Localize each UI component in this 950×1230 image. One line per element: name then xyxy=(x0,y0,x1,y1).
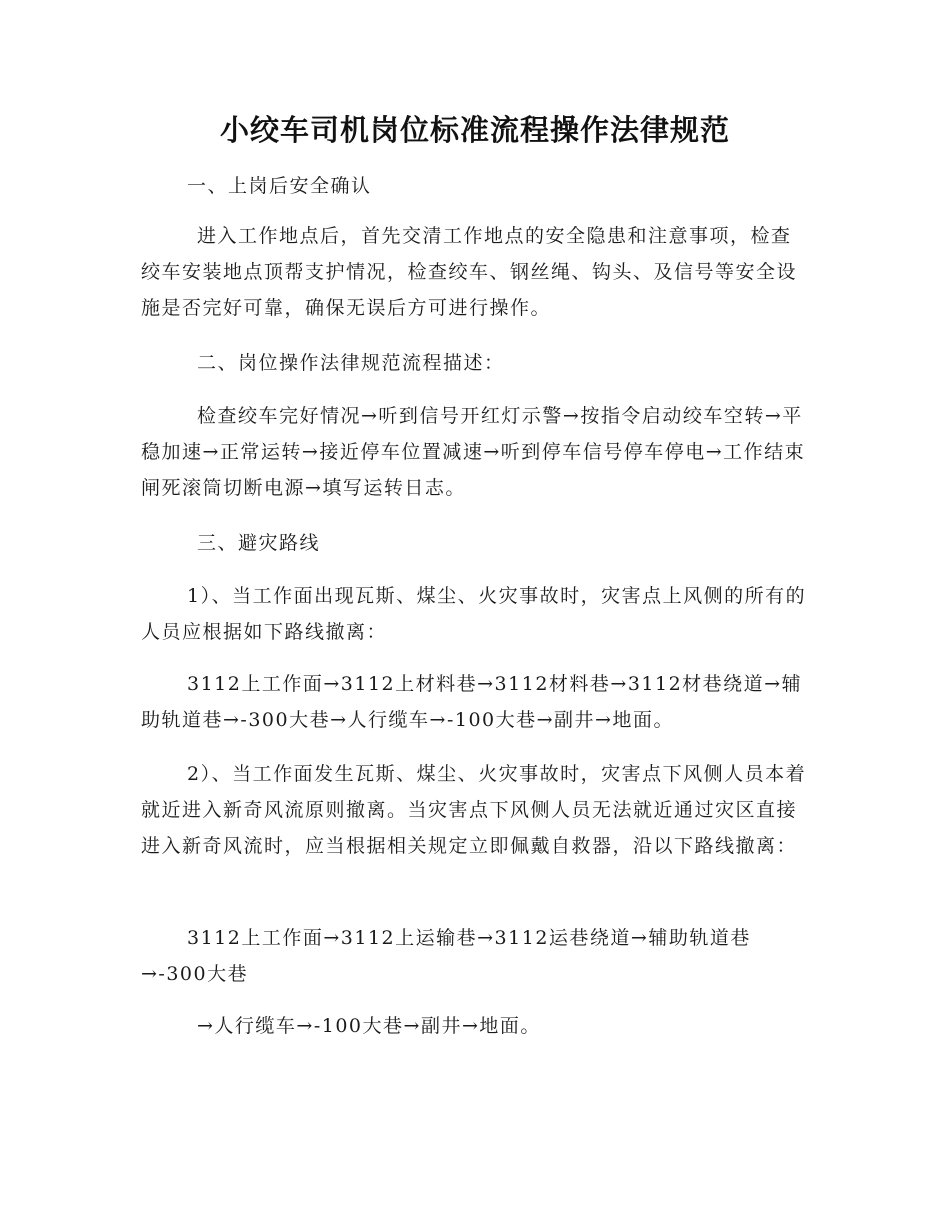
paragraph-operation-flow: 检查绞车完好情况→听到信号开红灯示警→按指令启动绞车空转→平稳加速→正常运转→接近停车位置减速→听到停车信号停车停电→工作结束闸死滚筒切断电源→填写运转日志。 xyxy=(141,405,806,499)
paragraph-downwind-route: 3112上工作面→3112上运输巷→3112运巷绕道→辅助轨道巷→-300大巷 xyxy=(141,927,751,985)
section-heading-3: 三、避灾路线 xyxy=(197,532,321,554)
paragraph-upwind-escape: 1）、当工作面出现瓦斯、煤尘、火灾事故时，灾害点上风侧的所有的人员应根据如下路线撤离： xyxy=(141,585,807,643)
section-heading-2: 二、岗位操作法律规范流程描述： xyxy=(197,352,505,374)
document-title: 小绞车司机岗位标准流程操作法律规范 xyxy=(219,113,730,147)
paragraph-downwind-escape: 2）、当工作面发生瓦斯、煤尘、火灾事故时，灾害点下风侧人员本着就近进入新奇风流原则撤离。当灾害点下风侧人员无法就近通过灾区直接进入新奇风流时，应当根据相关规定立即佩戴自救器，沿以下路线撤离： xyxy=(141,763,807,857)
paragraph-downwind-route-cont: →人行缆车→-100大巷→副井→地面。 xyxy=(197,1015,541,1037)
paragraph-upwind-route: 3112上工作面→3112上材料巷→3112材料巷→3112材巷绕道→辅助轨道巷→-300大巷→人行缆车→-100大巷→副井→地面。 xyxy=(141,673,803,731)
paragraph-safety-check: 进入工作地点后，首先交清工作地点的安全隐患和注意事项，检查绞车安装地点顶帮支护情况，检查绞车、钢丝绳、钩头、及信号等安全设施是否完好可靠，确保无误后方可进行操作。 xyxy=(141,225,798,319)
section-heading-1: 一、上岗后安全确认 xyxy=(187,175,372,197)
